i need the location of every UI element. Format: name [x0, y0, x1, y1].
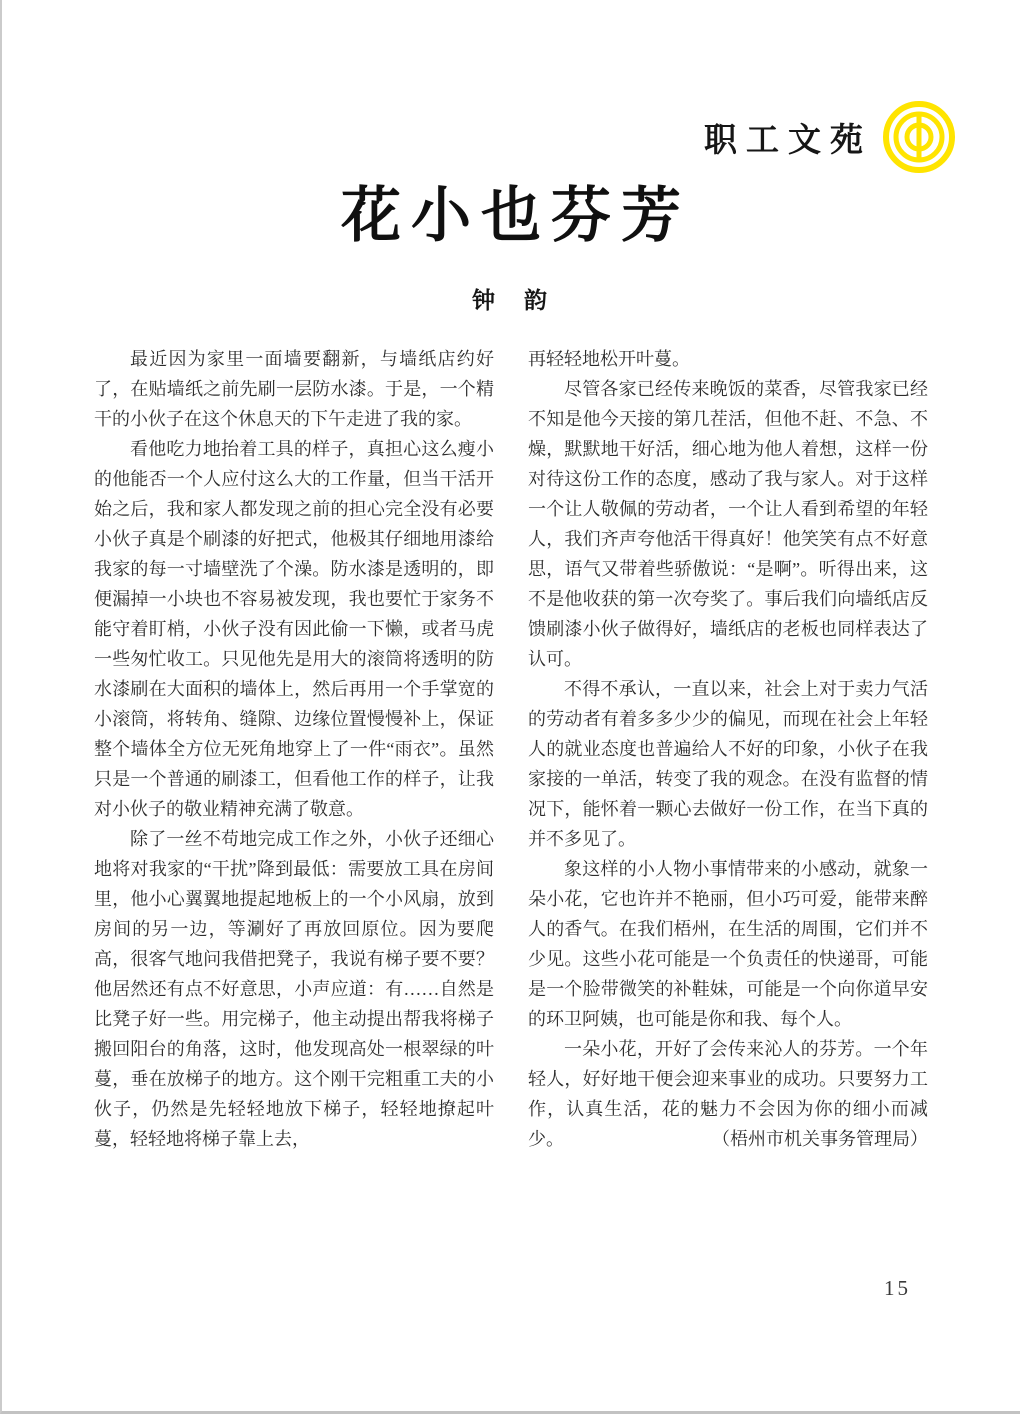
attribution: （梧州市机关事务管理局） [712, 1129, 928, 1149]
section-label: 职工文苑 [704, 120, 872, 158]
article-author: 钟 韵 [472, 287, 550, 313]
paragraph: 象这样的小人物小事情带来的小感动，就象一朵小花，它也许并不艳丽，但小巧可爱，能带来醉人的香气。在我们梧州，在生活的周围，它们并不少见。这些小花可能是一个负责任的快递哥，可能是一个脸带微笑的补鞋妹，可能是一个向你道早安的环卫阿姨，也可能是你和我、每个人。 [528, 859, 928, 1029]
paragraph: 除了一丝不苟地完成工作之外，小伙子还细心地将对我家的“干扰”降到最低：需要放工具在房间里，他小心翼翼地提起地板上的一个小风扇，放到房间的另一边，等涮好了再放回原位。因为要爬高，很客气地问我借把凳子，我说有梯子要不要？他居然还有点不好意思，小声应道：有……自然是比凳子好一些。用完梯子，他主动提出帮我将梯子搬回阳台的角落，这时，他发现高处一根翠绿的叶蔓，垂在放梯子的地方。这个刚干完粗重工夫的小伙子，仍然是先轻轻地放下梯子，轻轻地撩起叶蔓，轻轻地将梯子靠上去， [94, 829, 494, 1149]
paragraph: 不得不承认，一直以来，社会上对于卖力气活的劳动者有着多多少少的偏见，而现在社会上年轻人的就业态度也普遍给人不好的印象，小伙子在我家接的一单活，转变了我的观念。在没有监督的情况下，能怀着一颗心去做好一份工作，在当下真的并不多见了。 [528, 679, 928, 849]
paragraph-continuation: 再轻轻地松开叶蔓。 [528, 349, 690, 369]
article-body [94, 344, 928, 1154]
paragraph: 最近因为家里一面墙要翻新，与墙纸店约好了，在贴墙纸之前先刷一层防水漆。于是，一个精干的小伙子在这个休息天的下午走进了我的家。 [94, 349, 494, 429]
closing-paragraph [528, 1034, 928, 1154]
page-number: 15 [884, 1276, 911, 1300]
paragraph: 看他吃力地抬着工具的样子，真担心这么瘦小的他能否一个人应付这么大的工作量，但当干活开始之后，我和家人都发现之前的担心完全没有必要小伙子真是个刷漆的好把式，他极其仔细地用漆给我家的每一寸墙壁洗了个澡。防水漆是透明的，即便漏掉一小块也不容易被发现，我也要忙于家务不能守着盯梢，小伙子没有因此偷一下懒，或者马虎一些匆忙收工。只见他先是用大的滚筒将透明的防水漆刷在大面积的墙体上，然后再用一个手掌宽的小滚筒，将转角、缝隙、边缘位置慢慢补上，保证整个墙体全方位无死角地穿上了一件“雨衣”。虽然只是一个普通的刷漆工，但看他工作的样子，让我对小伙子的敬业精神充满了敬意。 [94, 439, 494, 819]
trade-union-logo-icon [882, 100, 956, 174]
page-header [704, 100, 956, 174]
paragraph: 尽管各家已经传来晚饭的菜香，尽管我家已经不知是他今天接的第几茬活，但他不赶、不急、不燥，默默地干好活，细心地为他人着想，这样一份对待这份工作的态度，感动了我与家人。对于这样一个让人敬佩的劳动者，一个让人看到希望的年轻人，我们齐声夸他活干得真好！他笑笑有点不好意思，语气又带着些骄傲说：“是啊”。听得出来，这不是他收获的第一次夸奖了。事后我们向墙纸店反馈刷漆小伙子做得好，墙纸店的老板也同样表达了认可。 [528, 379, 928, 669]
left-column [94, 344, 494, 1154]
article-title: 花小也芬芳 [341, 182, 691, 249]
right-column [528, 344, 928, 1154]
paragraph-text: 一朵小花，开好了会传来沁人的芬芳。一个年轻人，好好地干便会迎来事业的成功。只要努力工作，认真生活，花的魅力不会因为你的细小而减少。 [528, 1039, 928, 1149]
